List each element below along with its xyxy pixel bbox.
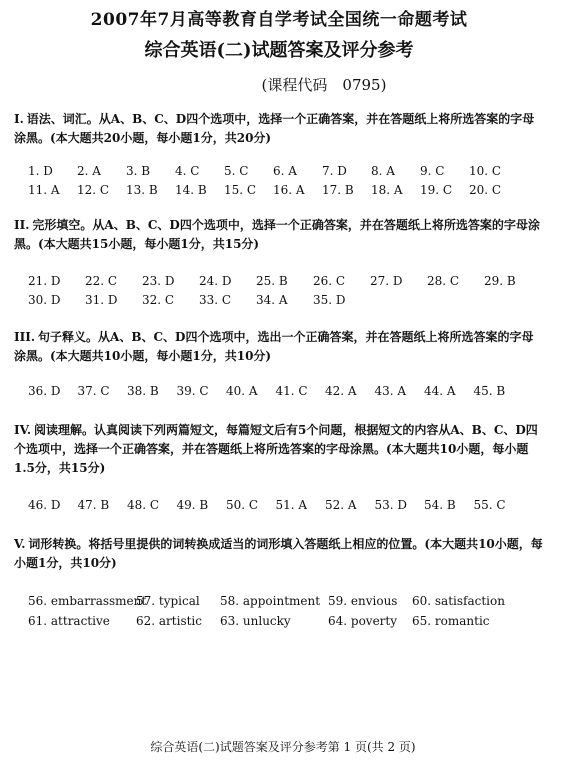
answer-item: 23. D — [142, 274, 175, 288]
answer-item: 5. C — [224, 164, 249, 178]
answer-item: 33. C — [199, 293, 232, 307]
section-5-answers — [14, 591, 544, 631]
section-5 — [14, 535, 544, 631]
answer-item: 11. A — [28, 183, 60, 197]
section-3 — [14, 328, 544, 401]
answer-item: 14. B — [175, 183, 207, 197]
answer-item: 53. D — [374, 498, 408, 512]
answer-row — [28, 291, 544, 310]
answer-item: 51. A — [275, 498, 308, 512]
section-2-number: II. — [14, 218, 30, 232]
section-5-instruction — [14, 535, 544, 573]
answer-row — [28, 611, 544, 631]
answer-item: 34. A — [256, 293, 288, 307]
answer-item: 7. D — [322, 164, 347, 178]
answer-item: 54. B — [424, 498, 456, 512]
section-3-answers — [14, 382, 544, 401]
answer-item: 9. C — [420, 164, 445, 178]
answer-item: 37. C — [77, 384, 110, 398]
section-4 — [14, 421, 544, 515]
answer-item: 55. C — [473, 498, 506, 512]
section-3-number: III. — [14, 330, 36, 344]
answer-item: 16. A — [273, 183, 305, 197]
answer-item: 29. B — [484, 274, 516, 288]
answer-item: 63. unlucky — [220, 614, 291, 628]
section-3-instruction — [14, 328, 544, 366]
answer-item: 8. A — [371, 164, 395, 178]
section-4-instruction — [14, 421, 544, 478]
answer-item: 59. envious — [328, 594, 398, 608]
answer-item: 49. B — [176, 498, 209, 512]
section-5-number: V. — [14, 537, 26, 551]
answer-item: 58. appointment — [220, 594, 321, 608]
answer-row — [28, 162, 544, 181]
answer-item: 65. romantic — [412, 614, 490, 628]
section-5-text: 词形转换。将括号里提供的词转换成适当的词形填入答题纸上相应的位置。(本大题共10小题，每小题1分，共10分) — [14, 537, 543, 570]
answer-item: 20. C — [469, 183, 502, 197]
section-3-text: 句子释义。从A、B、C、D四个选项中，选出一个正确答案，并在答题纸上将所选答案的字母涂黑。(本大题共10小题，每小题1分，共10分) — [14, 330, 534, 363]
answer-item: 36. D — [28, 384, 61, 398]
answer-item: 3. B — [126, 164, 151, 178]
section-4-number: IV. — [14, 423, 32, 437]
section-1-answers — [14, 162, 544, 200]
section-4-text: 阅读理解。认真阅读下列两篇短文，每篇短文后有5个问题，根据短文的内容从A、B、C、D四个选项中，选择一个正确答案，并在答题纸上将所选答案的字母涂黑。(本大题共10小题，每小题1.5分，共15分) — [14, 423, 538, 475]
answer-item: 17. B — [322, 183, 354, 197]
answer-item: 46. D — [28, 498, 61, 512]
answer-item: 6. A — [273, 164, 297, 178]
answer-item: 41. C — [275, 384, 308, 398]
exam-title: 2007年7月高等教育自学考试全国统一命题考试 — [90, 10, 468, 30]
section-1-instruction — [14, 110, 544, 148]
section-2-answers — [14, 272, 544, 310]
answer-item: 38. B — [127, 384, 159, 398]
answer-item: 42. A — [325, 384, 357, 398]
answer-item: 60. satisfaction — [412, 594, 505, 608]
answer-item: 64. poverty — [328, 614, 398, 628]
answer-item: 61. attractive — [28, 614, 110, 628]
answer-item: 31. D — [85, 293, 118, 307]
section-2-instruction — [14, 216, 544, 254]
section-1-number: I. — [14, 112, 24, 126]
answer-row — [28, 272, 544, 291]
answer-item: 10. C — [469, 164, 502, 178]
page-footer: 综合英语(二)试题答案及评分参考第 1 页(共 2 页) — [150, 740, 416, 754]
section-4-answers — [14, 496, 544, 515]
answer-item: 47. B — [77, 498, 110, 512]
answer-item: 52. A — [325, 498, 357, 512]
answer-item: 45. B — [473, 384, 506, 398]
answer-item: 30. D — [28, 293, 61, 307]
answer-item: 43. A — [374, 384, 407, 398]
answer-item: 26. C — [313, 274, 346, 288]
section-2 — [14, 216, 544, 310]
answer-item: 50. C — [226, 498, 259, 512]
answer-item: 39. C — [176, 384, 209, 398]
answer-item: 44. A — [424, 384, 456, 398]
answer-item: 56. embarrassment — [28, 594, 147, 608]
answer-item: 35. D — [313, 293, 346, 307]
document-title: 综合英语(二)试题答案及评分参考 — [144, 40, 414, 61]
answer-item: 48. C — [127, 498, 160, 512]
answer-item: 13. B — [126, 183, 158, 197]
answer-item: 40. A — [226, 384, 258, 398]
answer-item: 28. C — [427, 274, 460, 288]
answer-row — [28, 496, 544, 515]
answer-item: 22. C — [85, 274, 118, 288]
answer-item: 25. B — [256, 274, 288, 288]
answer-row — [28, 181, 544, 200]
section-1-text: 语法、词汇。从A、B、C、D四个选项中，选择一个正确答案，并在答题纸上将所选答案的字母涂黑。(本大题共20小题，每小题1分，共20分) — [14, 112, 535, 145]
answer-item: 12. C — [77, 183, 110, 197]
answer-item: 24. D — [199, 274, 232, 288]
course-code: (课程代码 0795) — [261, 76, 387, 94]
answer-item: 18. A — [371, 183, 403, 197]
section-1 — [14, 110, 544, 200]
answer-row — [28, 382, 544, 401]
answer-item: 4. C — [175, 164, 200, 178]
answer-item: 21. D — [28, 274, 61, 288]
answer-item: 15. C — [224, 183, 257, 197]
answer-item: 57. typical — [136, 594, 200, 608]
answer-item: 19. C — [420, 183, 453, 197]
answer-item: 27. D — [370, 274, 403, 288]
answer-item: 1. D — [28, 164, 53, 178]
section-2-text: 完形填空。从A、B、C、D四个选项中，选择一个正确答案，并在答题纸上将所选答案的字母涂黑。(本大题共15小题，每小题1分，共15分) — [14, 218, 540, 251]
answer-row — [28, 591, 544, 611]
answer-item: 62. artistic — [136, 614, 202, 628]
answer-item: 32. C — [142, 293, 175, 307]
answer-item: 2. A — [77, 164, 101, 178]
